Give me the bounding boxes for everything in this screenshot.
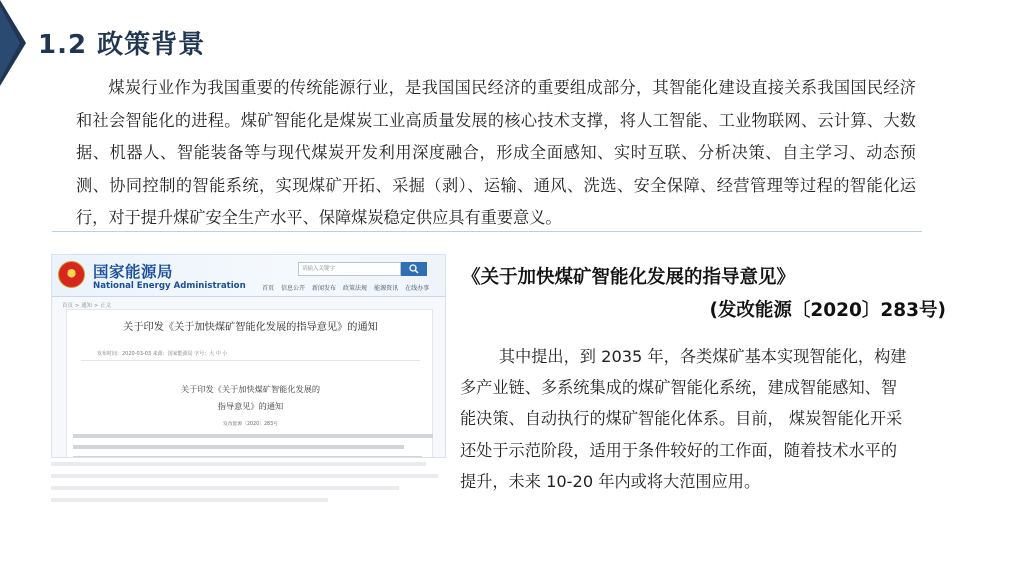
site-nav-item: 政策法规 (343, 285, 368, 292)
webpage-header (52, 255, 446, 297)
article-meta: 发布时间：2020-03-03 来源：国家能源局 字号：大 中 小 (97, 351, 228, 357)
document-number: 发改能源〔2020〕283号 (223, 422, 278, 427)
policy-description: 其中提出，到 2035 年，各类煤矿基本实现智能化，构建多产业链、多系统集成的煤矿智能化系统，建成智能感知、智能决策、自动执行的煤矿智能化体系。目前， 煤炭智能化开采还处于示范阶段，适用于条件较好的工作面，随着技术水平的提升，未来 10-20 年内或将大范围应用。 (460, 347, 907, 491)
site-nav-item: 新闻发布 (312, 285, 337, 292)
national-emblem-icon (58, 261, 85, 288)
site-nav-item: 信息公开 (281, 285, 306, 292)
article-divider (81, 360, 420, 361)
article-panel (66, 309, 433, 458)
slide-title: 1.2 政策背景 (38, 30, 206, 60)
site-nav (262, 283, 429, 292)
site-search-button (401, 262, 427, 276)
site-search-input: 请输入关键字 (298, 262, 401, 276)
site-nav-item: 首页 (262, 285, 275, 292)
webpage-screenshot (51, 254, 446, 458)
site-name-english: National Energy Administration (93, 281, 246, 291)
site-nav-item: 能源资讯 (374, 285, 399, 292)
document-title-line2: 指导意见》的通知 (217, 401, 284, 411)
policy-number: (发改能源〔2020〕283号) (709, 300, 946, 321)
site-name: 国家能源局 (93, 263, 174, 281)
site-breadcrumb: 首页 > 通知 > 正文 (62, 303, 112, 309)
document-title-line1: 关于印发《关于加快煤矿智能化发展的 (180, 384, 321, 394)
corner-triangle-icon (0, 0, 30, 86)
policy-title: 《关于加快煤矿智能化发展的指导意见》 (462, 267, 796, 288)
faded-document-text (51, 462, 446, 510)
document-body-text (73, 434, 433, 458)
site-nav-item: 在线办事 (405, 285, 430, 292)
intro-paragraph: 煤炭行业作为我国重要的传统能源行业，是我国国民经济的重要组成部分，其智能化建设直接关系我国国民经济和社会智能化的进程。煤矿智能化是煤炭工业高质量发展的核心技术支撑，将人工智能、工业物联网、云计算、大数据、机器人、智能装备等与现代煤炭开发利用深度融合，形成全面感知、实时互联、分析决策、自主学习、动态预测、协同控制的智能系统，实现煤矿开拓、采掘（剥）、运输、通风、洗选、安全保障、经营管理等过程的智能化运行，对于提升煤矿安全生产水平、保障煤炭稳定供应具有重要意义。 (76, 78, 916, 227)
article-title: 关于印发《关于加快煤矿智能化发展的指导意见》的通知 (123, 322, 378, 333)
section-divider (52, 231, 922, 232)
search-icon (409, 264, 419, 274)
